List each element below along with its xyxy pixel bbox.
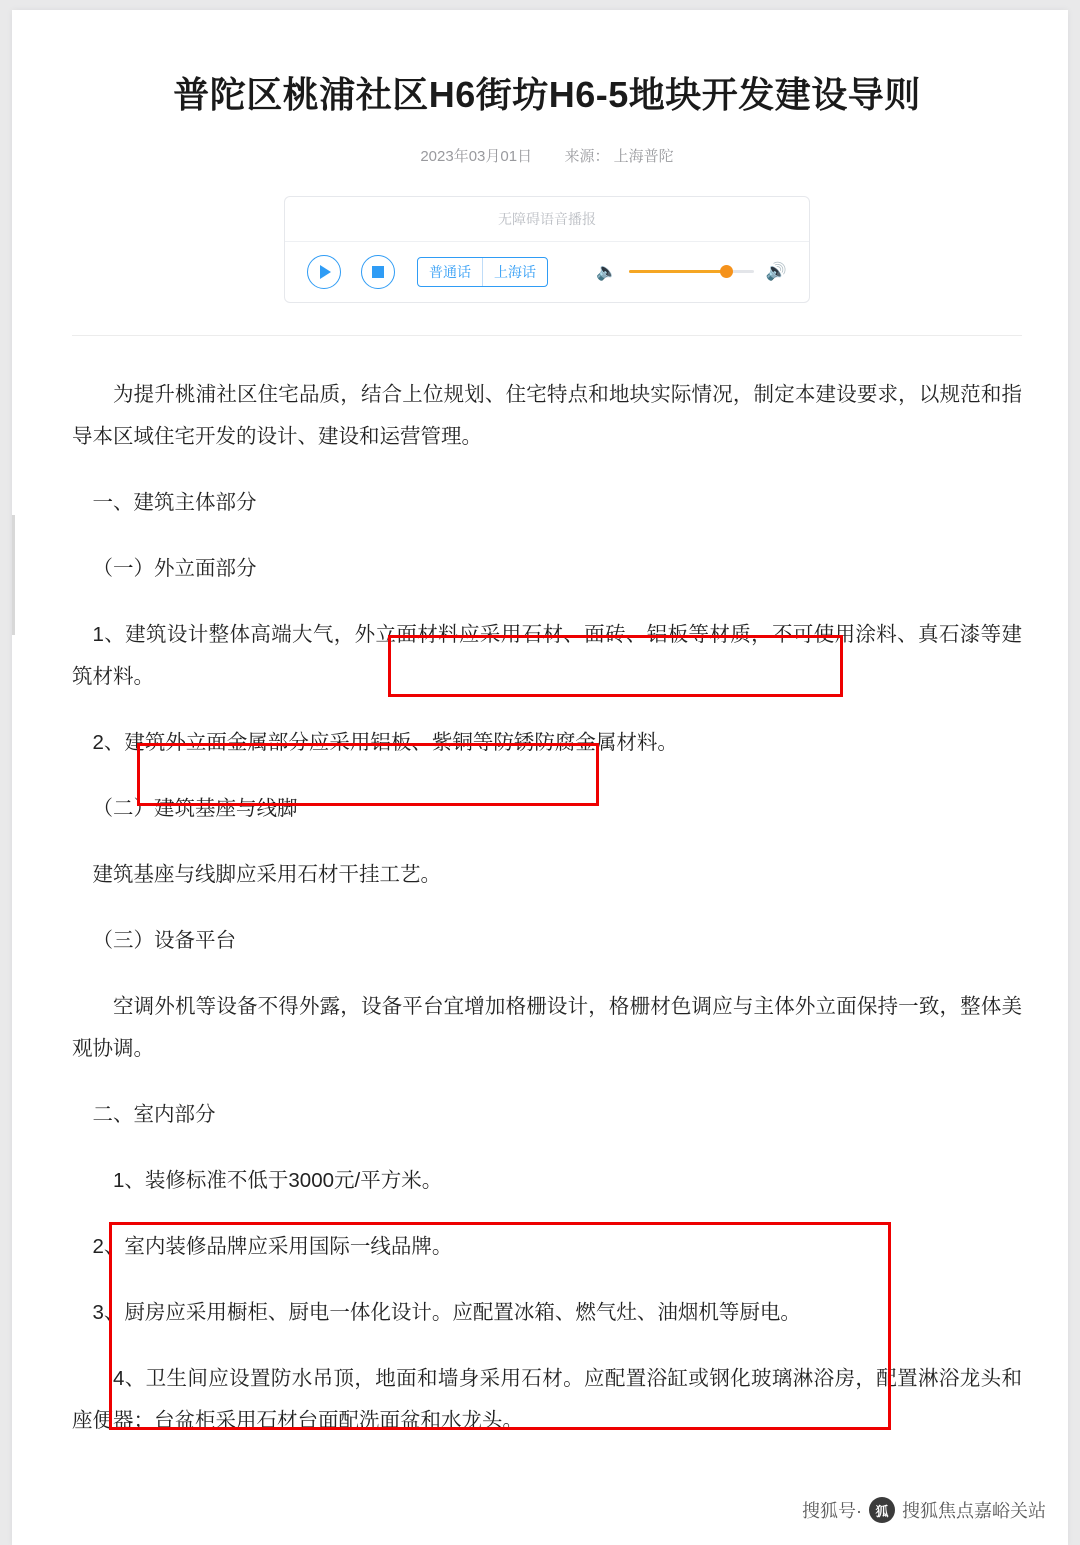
heading-section-2: 二、室内部分	[92, 1102, 216, 1126]
paragraph-2-2: 2、室内装修品牌应采用国际一线品牌。	[92, 1234, 453, 1258]
play-icon	[320, 265, 331, 279]
heading-subsection-1-1: （一）外立面部分	[92, 556, 257, 580]
speaker-low-icon[interactable]: 🔈	[596, 262, 618, 282]
source-label: 来源：	[564, 147, 610, 165]
divider	[72, 335, 1022, 336]
article-sheet	[12, 10, 1068, 1545]
paragraph-2-1: 1、装修标准不低于3000元/平方米。	[113, 1168, 443, 1192]
play-button[interactable]	[307, 255, 341, 289]
audio-player-header: 无障碍语音播报	[285, 197, 809, 242]
lang-option-mandarin[interactable]: 普通话	[429, 263, 471, 280]
audio-player-controls	[285, 242, 809, 302]
paragraph-intro: 为提升桃浦社区住宅品质，结合上位规划、住宅特点和地块实际情况，制定本建设要求，以规范和指导本区域住宅开发的设计、建设和运营管理。	[72, 382, 1022, 448]
volume-slider-knob[interactable]	[720, 265, 733, 278]
lang-option-shanghainese[interactable]: 上海话	[482, 258, 547, 286]
article-body	[72, 374, 1022, 1442]
volume-slider[interactable]	[629, 270, 754, 273]
paragraph-1-1-1: 1、建筑设计整体高端大气，外立面材料应采用石材、面砖、铝板等材质，不可使用涂料、真石漆等建筑材料。	[72, 622, 1022, 688]
stop-icon	[372, 266, 384, 278]
heading-section-1: 一、建筑主体部分	[92, 490, 257, 514]
page-title: 普陀区桃浦社区H6街坊H6-5地块开发建设导则	[173, 74, 921, 115]
paragraph-2-4: 4、卫生间应设置防水吊顶，地面和墙身采用石材。应配置浴缸或钢化玻璃淋浴房，配置淋浴龙头和座便器；台盆柜采用石材台面配洗面盆和水龙头。	[72, 1366, 1022, 1432]
heading-subsection-1-3: （三）设备平台	[92, 928, 236, 952]
paragraph-2-3: 3、厨房应采用橱柜、厨电一体化设计。应配置冰箱、燃气灶、油烟机等厨电。	[92, 1300, 801, 1324]
article-content	[72, 10, 1022, 1466]
paragraph-1-2-1: 建筑基座与线脚应采用石材干挂工艺。	[92, 862, 441, 886]
speaker-high-icon[interactable]: 🔊	[765, 262, 787, 282]
volume-control[interactable]	[596, 263, 787, 280]
volume-slider-fill	[629, 270, 726, 273]
watermark	[802, 1497, 1046, 1523]
watermark-name: 搜狐焦点嘉峪关站	[902, 1501, 1046, 1521]
language-toggle[interactable]	[417, 257, 548, 287]
stop-button[interactable]	[361, 255, 395, 289]
publish-date: 2023年03月01日	[420, 147, 533, 165]
source-name: 上海普陀	[613, 147, 674, 165]
paragraph-1-3-1: 空调外机等设备不得外露，设备平台宜增加格栅设计，格栅材色调应与主体外立面保持一致，整体美观协调。	[72, 994, 1022, 1060]
article-meta	[72, 145, 1022, 166]
sohu-logo-icon: 狐	[869, 1497, 895, 1523]
scroll-indicator[interactable]	[12, 515, 15, 635]
audio-player	[284, 196, 810, 303]
watermark-prefix: 搜狐号·	[802, 1501, 862, 1521]
heading-subsection-1-2: （二）建筑基座与线脚	[92, 796, 298, 820]
paragraph-1-1-2: 2、建筑外立面金属部分应采用铝板、紫铜等防锈防腐金属材料。	[92, 730, 678, 754]
